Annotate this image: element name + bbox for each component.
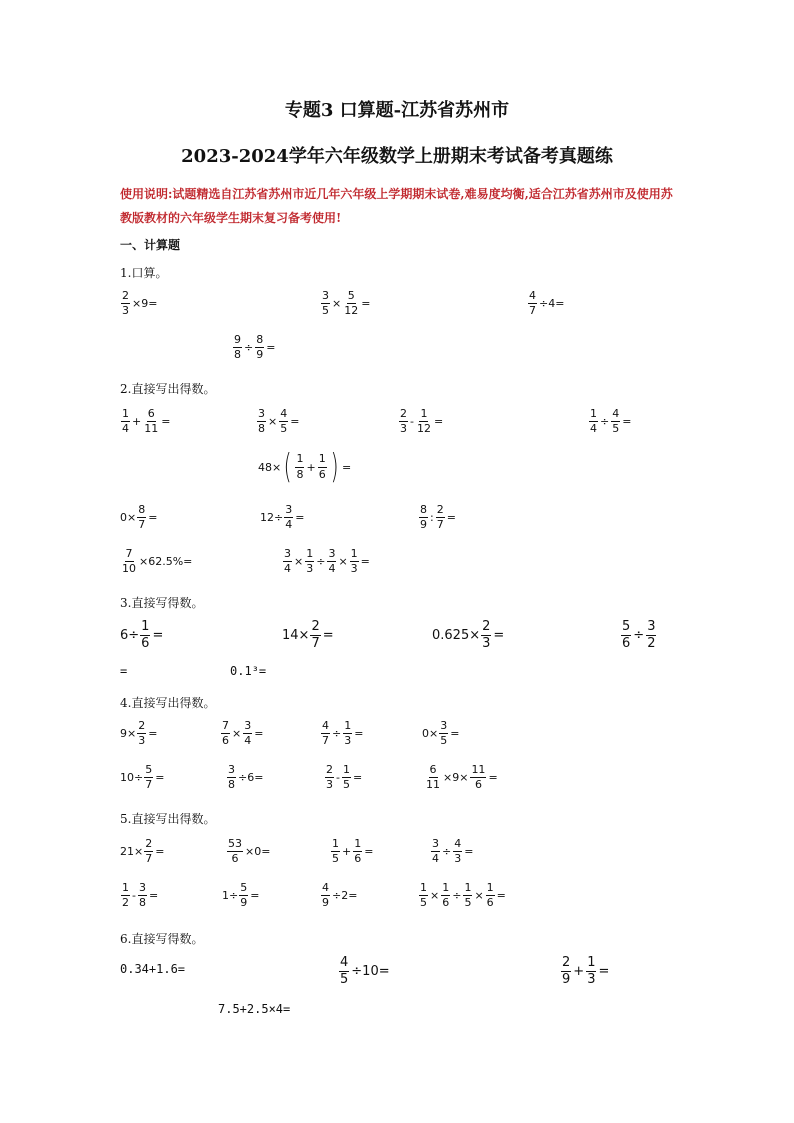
denominator: 7 xyxy=(436,518,444,532)
denominator: 4 xyxy=(244,734,252,748)
q2-expr-4 xyxy=(588,408,632,435)
operator: × xyxy=(338,555,348,569)
numerator: 1 xyxy=(318,453,327,467)
q2-expr-8 xyxy=(418,504,457,531)
denominator: 11 xyxy=(426,778,440,792)
q4-expr-5 xyxy=(120,764,165,791)
q5-expr-5 xyxy=(120,882,159,909)
denominator: 3 xyxy=(122,304,129,318)
q3-expr-4-equals: = xyxy=(120,664,128,678)
denominator: 9 xyxy=(562,972,571,988)
numerator: 3 xyxy=(138,882,147,896)
operator: × xyxy=(474,889,484,903)
equals: = xyxy=(155,771,165,785)
q1-expr-2 xyxy=(320,290,371,317)
denominator: 5 xyxy=(440,734,448,748)
q5-expr-7 xyxy=(320,882,358,909)
equals: = xyxy=(354,727,364,741)
denominator: 8 xyxy=(228,778,235,792)
equals: = xyxy=(464,845,474,859)
numerator: 2 xyxy=(121,290,130,304)
numerator: 3 xyxy=(227,764,236,778)
denominator: 5 xyxy=(420,896,427,910)
numerator: 1 xyxy=(586,956,596,972)
equals: = xyxy=(322,628,334,644)
section-heading: 一、计算题 xyxy=(120,238,181,252)
equals: = xyxy=(152,628,164,644)
q2-expr-7 xyxy=(260,504,305,531)
denominator: 5 xyxy=(322,304,329,318)
denominator: 6 xyxy=(486,896,494,910)
denominator: 2 xyxy=(122,896,129,910)
numerator: 1 xyxy=(121,408,130,422)
denominator: 5 xyxy=(340,972,349,988)
denominator: 3 xyxy=(138,734,146,748)
denominator: 5 xyxy=(464,896,472,910)
operator: - xyxy=(132,889,136,903)
numerator: 4 xyxy=(528,290,537,304)
denominator: 3 xyxy=(454,852,462,866)
numerator: 1 xyxy=(331,838,340,852)
equals: = xyxy=(341,460,352,474)
numerator: 3 xyxy=(283,548,292,562)
numerator: 53 xyxy=(227,838,243,852)
numerator: 3 xyxy=(646,620,656,636)
q2-expr-2 xyxy=(256,408,300,435)
numerator: 1 xyxy=(419,408,428,422)
denominator: 9 xyxy=(322,896,329,910)
equals: = xyxy=(361,297,371,311)
denominator: 11 xyxy=(144,422,159,436)
operator: ÷ xyxy=(452,889,462,903)
denominator: 6 xyxy=(318,467,326,481)
numerator: 3 xyxy=(284,504,293,518)
equals: = xyxy=(266,341,276,355)
question-4-label: 4.直接写出得数。 xyxy=(120,696,216,710)
equals: = xyxy=(450,727,460,741)
numerator: 3 xyxy=(327,548,336,562)
numerator: 2 xyxy=(481,620,491,636)
operator: ×0= xyxy=(245,845,271,859)
q5-expr-8 xyxy=(418,882,507,909)
numerator: 4 xyxy=(611,408,620,422)
denominator: 5 xyxy=(332,852,339,866)
numerator: 5 xyxy=(347,290,356,304)
numerator: 7 xyxy=(125,548,134,562)
prefix: 0.625× xyxy=(432,628,481,644)
equals: = xyxy=(148,511,158,525)
numerator: 3 xyxy=(257,408,266,422)
denominator: 3 xyxy=(306,562,314,576)
question-5-label: 5.直接写出得数。 xyxy=(120,812,216,826)
numerator: 8 xyxy=(137,504,146,518)
q2-expr-3 xyxy=(398,408,444,435)
denominator: 2 xyxy=(647,636,656,652)
operator: ÷2= xyxy=(332,889,358,903)
operator: ÷ xyxy=(244,341,254,355)
operator: + xyxy=(573,964,585,980)
operator: ÷ xyxy=(316,555,326,569)
q3-expr-5: 0.1³= xyxy=(230,664,267,678)
numerator: 1 xyxy=(350,548,359,562)
numerator: 3 xyxy=(439,720,448,734)
operator: × xyxy=(332,297,342,311)
q2-expr-1 xyxy=(120,408,171,435)
denominator: 4 xyxy=(590,422,597,436)
numerator: 2 xyxy=(137,720,146,734)
q1-expr-1 xyxy=(120,290,158,317)
operator: ×9× xyxy=(443,771,469,785)
prefix: 6÷ xyxy=(120,628,140,644)
numerator: 1 xyxy=(463,882,472,896)
operator: ÷6= xyxy=(238,771,264,785)
equals: = xyxy=(254,727,264,741)
operator: ÷ xyxy=(442,845,452,859)
operator: ÷4= xyxy=(539,297,565,311)
operator: × xyxy=(294,555,304,569)
q6-expr-3 xyxy=(560,956,610,988)
q2-expr-6 xyxy=(120,504,158,531)
prefix: 0× xyxy=(422,727,439,741)
numerator: 4 xyxy=(279,408,288,422)
right-paren: ) xyxy=(330,447,339,487)
denominator: 4 xyxy=(432,852,439,866)
equals: = xyxy=(155,845,165,859)
operator: + xyxy=(132,415,142,429)
numerator: 1 xyxy=(589,408,598,422)
denominator: 4 xyxy=(284,562,291,576)
q4-expr-6 xyxy=(226,764,264,791)
numerator: 2 xyxy=(310,620,320,636)
prefix: 9× xyxy=(120,727,137,741)
numerator: 8 xyxy=(255,334,264,348)
q3-expr-1 xyxy=(120,620,164,652)
equals: = xyxy=(488,771,498,785)
prefix: 14× xyxy=(282,628,310,644)
q4-expr-3 xyxy=(320,720,364,747)
q6-expr-4: 7.5+2.5×4= xyxy=(218,1002,291,1016)
equals: = xyxy=(148,727,158,741)
prefix: 21× xyxy=(120,845,144,859)
usage-note: 使用说明:试题精选自江苏省苏州市近几年六年级上学期期末试卷,难易度均衡,适合江苏省苏州市及使用苏教版教材的六年级学生期末复习备考使用! xyxy=(120,187,673,225)
q2-expr-9 xyxy=(120,548,193,575)
equals: = xyxy=(493,628,505,644)
left-paren: ( xyxy=(283,447,292,487)
numerator: 1 xyxy=(343,720,352,734)
denominator: 6 xyxy=(231,852,239,866)
denominator: 7 xyxy=(138,518,146,532)
numerator: 3 xyxy=(321,290,330,304)
prefix: 12÷ xyxy=(260,511,284,525)
denominator: 5 xyxy=(612,422,620,436)
denominator: 9 xyxy=(240,896,248,910)
numerator: 4 xyxy=(453,838,462,852)
denominator: 6 xyxy=(354,852,362,866)
numerator: 4 xyxy=(321,720,330,734)
denominator: 8 xyxy=(138,896,146,910)
equals: = xyxy=(352,771,363,785)
equals: = xyxy=(250,889,260,903)
q5-expr-3 xyxy=(330,838,374,865)
denominator: 8 xyxy=(234,348,241,362)
equals: = xyxy=(364,845,374,859)
numerator: 3 xyxy=(431,838,440,852)
denominator: 3 xyxy=(482,636,491,652)
operator: ×62.5%= xyxy=(139,555,193,569)
numerator: 7 xyxy=(221,720,230,734)
denominator: 3 xyxy=(350,562,358,576)
q5-expr-1 xyxy=(120,838,165,865)
equals: = xyxy=(290,415,300,429)
numerator: 1 xyxy=(121,882,130,896)
q3-expr-2 xyxy=(282,620,335,652)
equals: = xyxy=(295,511,305,525)
equals: = xyxy=(622,415,632,429)
denominator: 4 xyxy=(328,562,336,576)
numerator: 5 xyxy=(144,764,153,778)
prefix: 10÷ xyxy=(120,771,144,785)
question-3-label: 3.直接写得数。 xyxy=(120,596,204,610)
denominator: 6 xyxy=(442,896,450,910)
denominator: 6 xyxy=(222,734,229,748)
denominator: 7 xyxy=(529,304,536,318)
denominator: 3 xyxy=(587,972,596,988)
numerator: 5 xyxy=(239,882,248,896)
denominator: 7 xyxy=(145,778,153,792)
q3-expr-4 xyxy=(620,620,657,652)
numerator: 11 xyxy=(470,764,486,778)
operator: ÷ xyxy=(600,415,610,429)
q4-expr-8 xyxy=(424,764,499,791)
numerator: 1 xyxy=(305,548,314,562)
numerator: 6 xyxy=(429,764,438,778)
denominator: 12 xyxy=(416,422,431,436)
prefix: 1÷ xyxy=(222,889,239,903)
numerator: 2 xyxy=(436,504,445,518)
denominator: 4 xyxy=(285,518,293,532)
equals: = xyxy=(148,889,159,903)
numerator: 1 xyxy=(419,882,428,896)
equals: = xyxy=(360,555,370,569)
numerator: 1 xyxy=(353,838,362,852)
question-1-label: 1.口算。 xyxy=(120,266,168,280)
numerator: 1 xyxy=(486,882,495,896)
q4-expr-4 xyxy=(422,720,460,747)
prefix: 0× xyxy=(120,511,137,525)
q5-expr-4 xyxy=(430,838,474,865)
numerator: 2 xyxy=(399,408,408,422)
q1-expr-4 xyxy=(232,334,276,361)
numerator: 1 xyxy=(441,882,450,896)
equals: = xyxy=(598,964,610,980)
page-title: 专题3 口算题-江苏省苏州市 xyxy=(284,100,510,121)
equals: = xyxy=(433,415,444,429)
numerator: 1 xyxy=(140,620,150,636)
denominator: 6 xyxy=(474,778,482,792)
denominator: 7 xyxy=(145,852,153,866)
numerator: 2 xyxy=(144,838,153,852)
prefix: 48× xyxy=(258,460,282,474)
q5-expr-2 xyxy=(226,838,271,865)
denominator: 8 xyxy=(296,467,304,481)
operator: - xyxy=(410,415,414,429)
operator: ÷ xyxy=(633,628,645,644)
q2-expr-10 xyxy=(282,548,371,575)
page-subtitle: 2023-2024学年六年级数学上册期末考试备考真题练 xyxy=(181,146,613,167)
numerator: 4 xyxy=(321,882,330,896)
q6-expr-2 xyxy=(338,956,391,988)
numerator: 6 xyxy=(147,408,156,422)
operator: - xyxy=(336,771,340,785)
numerator: 1 xyxy=(295,453,304,467)
denominator: 6 xyxy=(622,636,631,652)
operator: ×9= xyxy=(132,297,158,311)
equals: = xyxy=(496,889,506,903)
denominator: 3 xyxy=(344,734,352,748)
q6-expr-1: 0.34+1.6= xyxy=(120,962,186,976)
q1-expr-3 xyxy=(527,290,565,317)
numerator: 1 xyxy=(342,764,351,778)
denominator: 12 xyxy=(344,304,359,318)
denominator: 9 xyxy=(420,518,427,532)
q5-expr-6 xyxy=(222,882,260,909)
operator: × xyxy=(268,415,278,429)
denominator: 3 xyxy=(326,778,333,792)
denominator: 7 xyxy=(322,734,329,748)
equals: = xyxy=(446,511,456,525)
operator: ÷10= xyxy=(351,964,390,980)
denominator: 5 xyxy=(342,778,350,792)
numerator: 8 xyxy=(419,504,428,518)
denominator: 3 xyxy=(400,422,407,436)
question-2-label: 2.直接写出得数。 xyxy=(120,382,216,396)
operator: × xyxy=(232,727,242,741)
numerator: 3 xyxy=(243,720,252,734)
q4-expr-2 xyxy=(220,720,264,747)
denominator: 4 xyxy=(122,422,129,436)
denominator: 9 xyxy=(256,348,264,362)
q4-expr-1 xyxy=(120,720,158,747)
q2-expr-5 xyxy=(258,447,352,487)
operator: + xyxy=(306,460,316,474)
denominator: 6 xyxy=(141,636,150,652)
numerator: 2 xyxy=(561,956,571,972)
numerator: 9 xyxy=(233,334,242,348)
denominator: 5 xyxy=(280,422,288,436)
operator: × xyxy=(430,889,440,903)
q3-expr-3 xyxy=(432,620,505,652)
numerator: 4 xyxy=(339,956,349,972)
numerator: 2 xyxy=(325,764,334,778)
equals: = xyxy=(161,415,171,429)
question-6-label: 6.直接写得数。 xyxy=(120,932,204,946)
operator: ÷ xyxy=(332,727,342,741)
q4-expr-7 xyxy=(324,764,363,791)
denominator: 10 xyxy=(122,562,136,576)
denominator: 8 xyxy=(258,422,265,436)
operator: : xyxy=(430,511,434,525)
denominator: 7 xyxy=(311,636,320,652)
numerator: 5 xyxy=(621,620,631,636)
operator: + xyxy=(342,845,352,859)
